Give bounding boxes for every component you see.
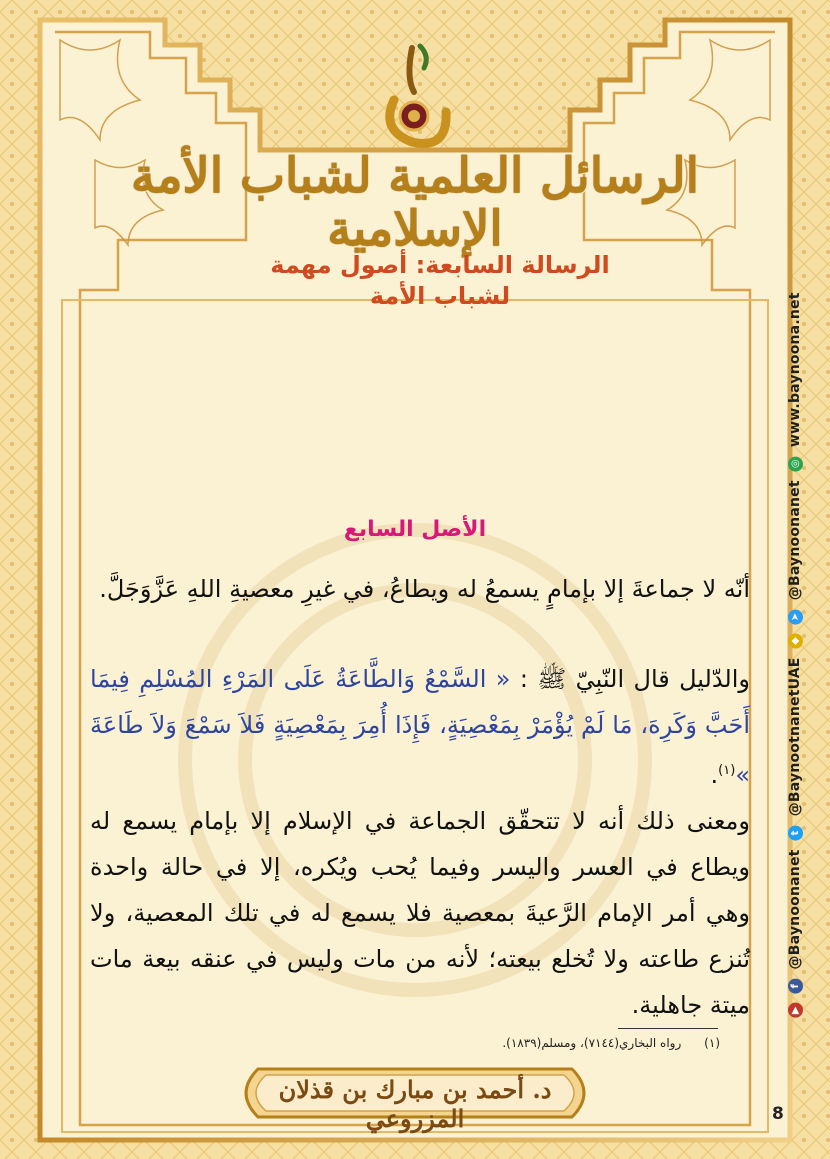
facebook-icon[interactable]: f [788,979,803,994]
letter-title-line1: الرسالة السابعة: أصول مهمة [270,251,610,279]
baynoona-logo [350,40,480,150]
snapchat-icon[interactable]: ◆ [788,633,803,648]
evidence-end: . [710,761,719,789]
twitter-icon[interactable]: t [788,825,803,840]
handle-2[interactable]: @BaynootnanetUAE [787,657,803,817]
telegram-icon[interactable]: ➤ [788,609,803,624]
evidence-paragraph [90,656,750,798]
page-number: 8 [772,1104,784,1124]
evidence-intro: والدّليل قال النّبِيّ ﷺ : [510,665,751,693]
explanation-paragraph: ومعنى ذلك أنه لا تتحقّق الجماعة في الإسلام إلا بإمام يسمع له ويطاع في العسر واليسر وفيما يُحب ويُكره، إلا في حالة واحدة وهي أمر الإمام الرَّعيةَ بمعصية فلا يسمع له في تلك المعصية، ولا تُنزع طاعته ولا تُخلع بيعته؛ لأنه من مات وليس في عنقه بيعة مات ميتة جاهلية. [90,807,750,1019]
footnote-divider [618,1028,718,1029]
principle-paragraph: أنّه لا جماعةَ إلا بإمامٍ يسمعُ له ويطاعُ، في غيرِ معصيةِ اللهِ عَزَّوَجَلَّ. [99,575,750,603]
youtube-icon[interactable]: ▶ [788,1003,803,1018]
footnote [380,1036,720,1050]
hadith-quote: « السَّمْعُ وَالطَّاعَةُ عَلَى المَرْءِ المُسْلِمِ فِيمَا أَحَبَّ وَكَرِهَ، مَا لَمْ يُؤْمَرْ بِمَعْصِيَةٍ، فَإِذَا أُمِرَ بِمَعْصِيَةٍ فَلاَ سَمْعَ وَلاَ طَاعَةَ » [90,665,750,789]
handle-1[interactable]: @Baynoonanet [787,849,803,970]
social-bar [787,290,803,1019]
handle-3[interactable]: @Baynoonanet [787,480,803,601]
footnote-number: (١) [704,1036,720,1050]
footnote-text: رواه البخاري(٧١٤٤)، ومسلم(١٨٣٩). [502,1036,682,1050]
section-heading: الأصل السابع [343,517,487,542]
footnote-reference: (١) [718,763,736,778]
web-icon[interactable]: ◎ [788,456,803,471]
series-title: الرسائل العلمية لشباب الأمة الإسلامية [130,148,699,257]
website[interactable]: www.baynoona.net [787,292,803,448]
author-name: د. أحمد بن مبارك بن قذلان المزروعي [278,1075,552,1133]
letter-title-line2: لشباب الأمة [369,282,511,311]
letter-title [250,250,630,312]
